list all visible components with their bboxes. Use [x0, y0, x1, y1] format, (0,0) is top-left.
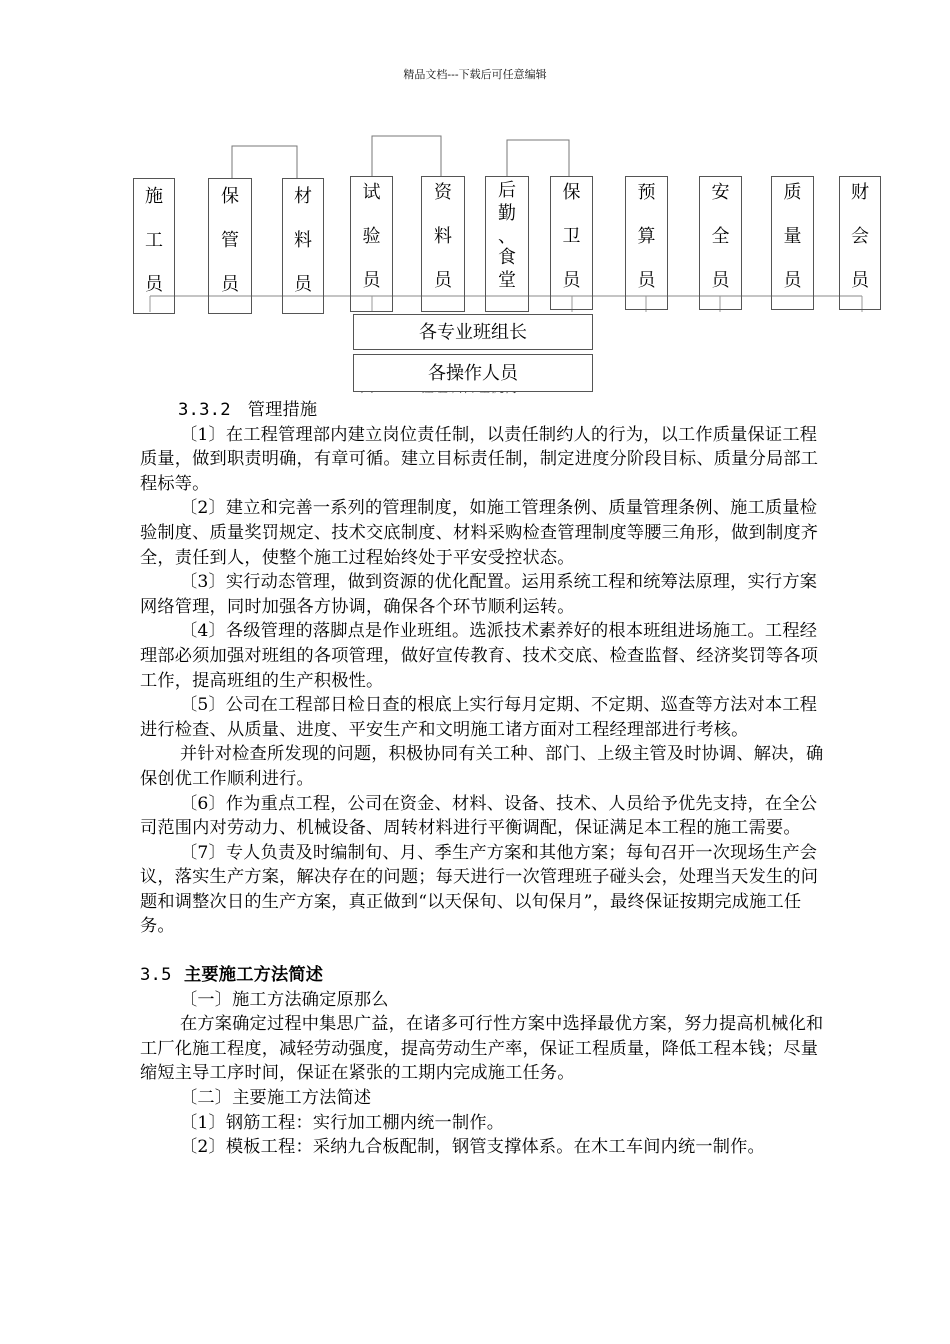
role-box-accounting [839, 176, 881, 310]
role-char: 保 [562, 182, 581, 203]
org-chart [0, 0, 950, 400]
list-item-1: 〔1〕钢筋工程：实行加工棚内统一制作。 [180, 1112, 505, 1133]
role-char: 管 [221, 230, 239, 251]
role-char: 工 [145, 230, 163, 251]
role-char: 员 [851, 270, 869, 291]
role-char: 员 [434, 270, 452, 291]
role-char: 试 [362, 182, 381, 203]
paragraph-3: 〔3〕实行动态管理，做到资源的优化配置。运用系统工程和统筹法原理，实行方案网络管理，同时加强各方协调，确保各个环节顺利运转。 [140, 572, 818, 617]
subheading-1: 〔一〕施工方法确定原那么 [180, 989, 389, 1010]
role-char: 料 [434, 226, 452, 247]
paragraph-5b: 并针对检查所发现的问题，积极协同有关工种、部门、上级主管及时协调、解决，确保创优工作顺利进行。 [140, 744, 824, 789]
role-char: 会 [851, 226, 869, 247]
document-body [140, 398, 830, 1160]
role-char: 员 [562, 270, 581, 291]
role-box-materials [282, 178, 324, 314]
role-box-storekeeper [208, 178, 252, 314]
paragraph-7: 〔7〕专人负责及时编制旬、月、季生产方案和其他方案；每旬召开一次现场生产会议，落实生产方案，解决存在的问题；每天进行一次管理班子碰头会，处理当天发生的问题和调整次日的生产方案，真正做到“以天保旬、以旬保月”，最终保证按期完成施工任务。 [140, 842, 819, 937]
role-char: 员 [145, 274, 163, 295]
role-char: 资 [434, 182, 452, 203]
role-char: 量 [783, 226, 802, 247]
role-box-budget [625, 176, 668, 310]
role-box-construction [133, 178, 175, 314]
section-number: 3.3.2 [178, 400, 231, 420]
role-char: 卫 [562, 226, 581, 247]
subheading-2: 〔二〕主要施工方法简述 [180, 1088, 372, 1109]
paragraph-2: 〔2〕建立和完善一系列的管理制度，如施工管理条例、质量管理条例、施工质量检验制度、质量奖罚规定、技术交底制度、材料采购检查管理制度等腰三角形，做到制度齐全，责任到人，使整个施工过程始终处于平安受控状态。 [140, 498, 819, 568]
role-box-logistics-canteen [485, 176, 529, 312]
section-title: 管理措施 [247, 400, 318, 420]
operators-box: 各操作人员 [353, 354, 593, 392]
role-box-safety [699, 176, 742, 310]
section-title: 主要施工方法简述 [184, 965, 324, 986]
role-char: 全 [711, 226, 730, 247]
role-box-quality [771, 176, 814, 310]
role-char: 安 [711, 182, 730, 203]
role-char: 勤 [498, 203, 516, 224]
section-heading-332 [140, 398, 830, 423]
role-char: 员 [362, 270, 381, 291]
role-char: 料 [294, 230, 312, 251]
list-item-2: 〔2〕模板工程：采纳九合板配制，钢管支撑体系。在木工车间内统一制作。 [180, 1137, 765, 1158]
role-char: 验 [362, 226, 381, 247]
team-leader-box: 各专业班组长 [353, 314, 593, 350]
role-char: 员 [783, 270, 802, 291]
role-box-documents [421, 176, 465, 312]
role-char: 材 [294, 186, 312, 207]
subsection-1-paragraph: 在方案确定过程中集思广益，在诸多可行性方案中选择最优方案，努力提高机械化和工厂化施工程度，减轻劳动强度，提高劳动生产率，保证工程质量，降低工程本钱；尽量缩短主导工序时间，保证在紧张的工期内完成施工任务。 [140, 1014, 824, 1084]
page-header: 精品文档---下载后可任意编辑 [403, 68, 547, 81]
role-char: 堂 [498, 270, 516, 291]
role-char: 质 [783, 182, 802, 203]
role-char: 食 [498, 247, 516, 268]
section-number: 3.5 [140, 965, 172, 986]
paragraph-5: 〔5〕公司在工程部日检日查的根底上实行每月定期、不定期、巡查等方法对本工程进行检查、从质量、进度、平安生产和文明施工诸方面对工程经理部进行考核。 [140, 695, 818, 740]
role-char: 、 [498, 226, 516, 247]
role-char: 员 [711, 270, 730, 291]
role-char: 员 [221, 274, 239, 295]
section-heading-35 [140, 963, 830, 988]
paragraph-6: 〔6〕作为重点工程，公司在资金、材料、设备、技术、人员给予优先支持，在全公司范围内对劳动力、机械设备、周转材料进行平衡调配，保证满足本工程的施工需要。 [140, 793, 818, 839]
role-char: 施 [145, 186, 163, 207]
role-box-testing [350, 176, 393, 312]
role-char: 保 [221, 186, 239, 207]
role-box-security [550, 176, 593, 310]
paragraph-1: 〔1〕在工程管理部内建立岗位责任制，以责任制约人的行为，以工作质量保证工程质量，做到职责明确，有章可循。建立目标责任制，制定进度分阶段目标、质量分局部工程标等。 [140, 424, 819, 494]
role-char: 财 [851, 182, 869, 203]
role-char: 预 [637, 182, 656, 203]
role-char: 员 [637, 270, 656, 291]
role-char: 算 [637, 226, 656, 247]
paragraph-4: 〔4〕各级管理的落脚点是作业班组。选派技术素养好的根本班组进场施工。工程经理部必须加强对班组的各项管理，做好宣传教育、技术交底、检查监督、经济奖罚等各项工作，提高班组的生产积极性。 [140, 621, 819, 691]
role-char: 后 [498, 180, 516, 201]
role-char: 员 [294, 274, 312, 295]
